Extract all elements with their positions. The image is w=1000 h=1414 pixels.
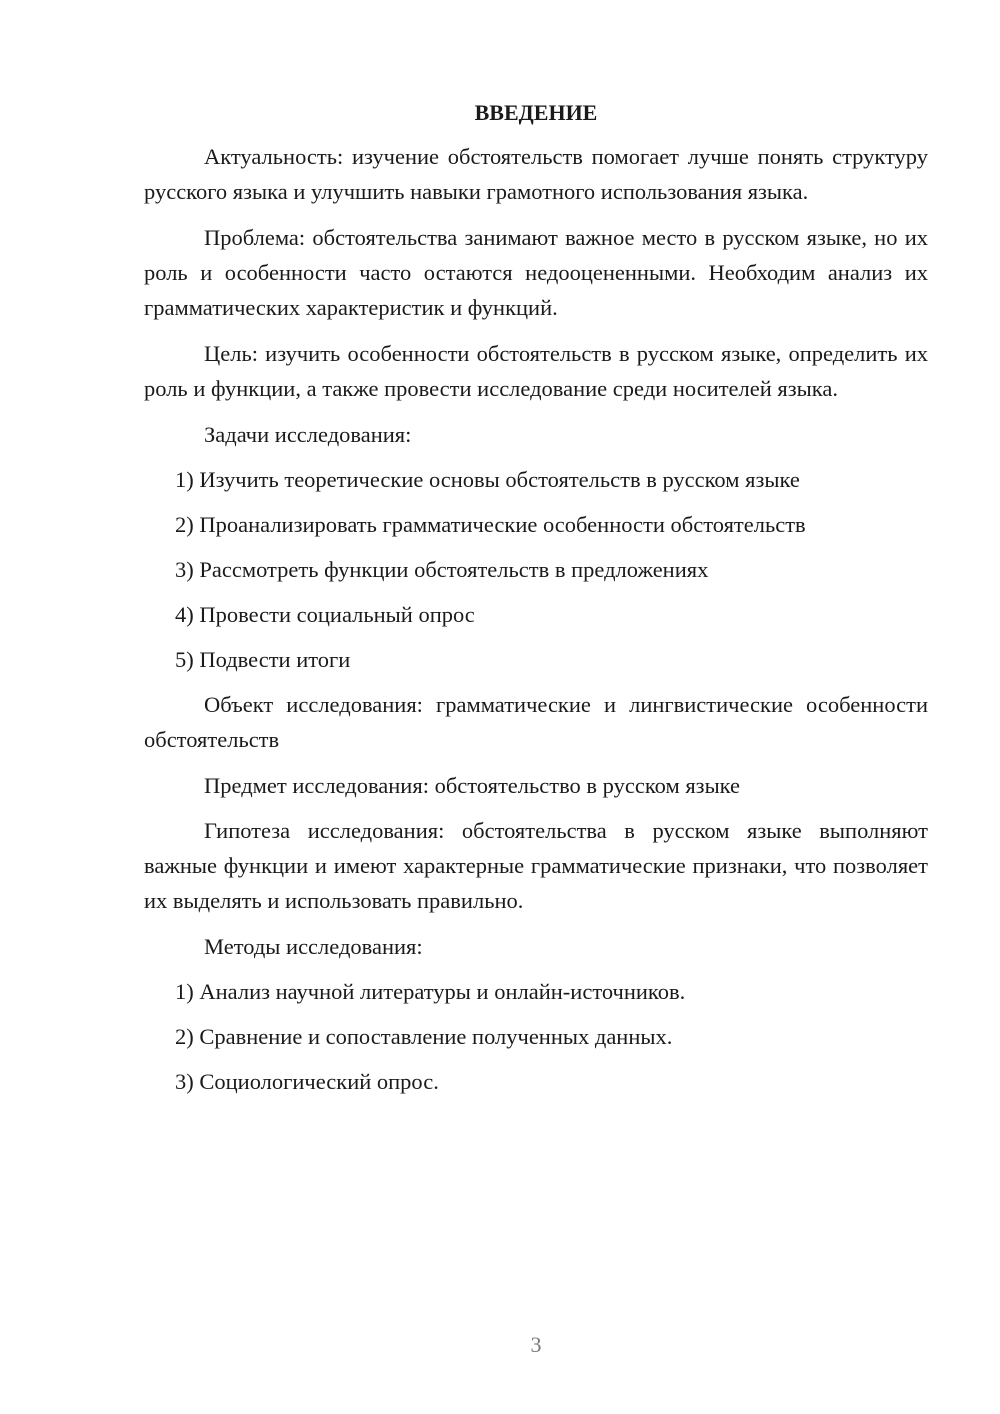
method-item: 2) Сравнение и сопоставление полученных данных.	[175, 1024, 673, 1049]
page-body	[144, 96, 928, 1109]
task-item: 5) Подвести итоги	[175, 647, 351, 672]
task-item: 2) Проанализировать грамматические особенности обстоятельств	[175, 512, 806, 537]
problem-paragraph: Проблема: обстоятельства занимают важное место в русском языке, но их роль и особенности часто остаются недооцененными. Необходим анализ их грамматических характеристик и функций.	[144, 225, 928, 320]
task-item: 3) Рассмотреть функции обстоятельств в предложениях	[175, 557, 709, 582]
task-item: 1) Изучить теоретические основы обстоятельств в русском языке	[175, 467, 800, 492]
subject-paragraph: Предмет исследования: обстоятельство в русском языке	[204, 773, 741, 798]
object-paragraph: Объект исследования: грамматические и лингвистические особенности обстоятельств	[144, 692, 928, 752]
page-number: 3	[530, 1332, 542, 1357]
method-item: 1) Анализ научной литературы и онлайн-источников.	[175, 979, 686, 1004]
goal-paragraph: Цель: изучить особенности обстоятельств в русском языке, определить их роль и функции, а также провести исследование среди носителей языка.	[144, 341, 928, 401]
task-item: 4) Провести социальный опрос	[175, 602, 475, 627]
tasks-heading: Задачи исследования:	[204, 422, 412, 447]
page-title: ВВЕДЕНИЕ	[474, 100, 598, 125]
relevance-paragraph: Актуальность: изучение обстоятельств помогает лучше понять структуру русского языка и улучшить навыки грамотного использования языка.	[144, 144, 928, 204]
hypothesis-paragraph: Гипотеза исследования: обстоятельства в русском языке выполняют важные функции и имеют характерные грамматические признаки, что позволяет их выделять и использовать правильно.	[144, 818, 928, 913]
method-item: 3) Социологический опрос.	[175, 1069, 439, 1094]
methods-heading: Методы исследования:	[204, 934, 423, 959]
